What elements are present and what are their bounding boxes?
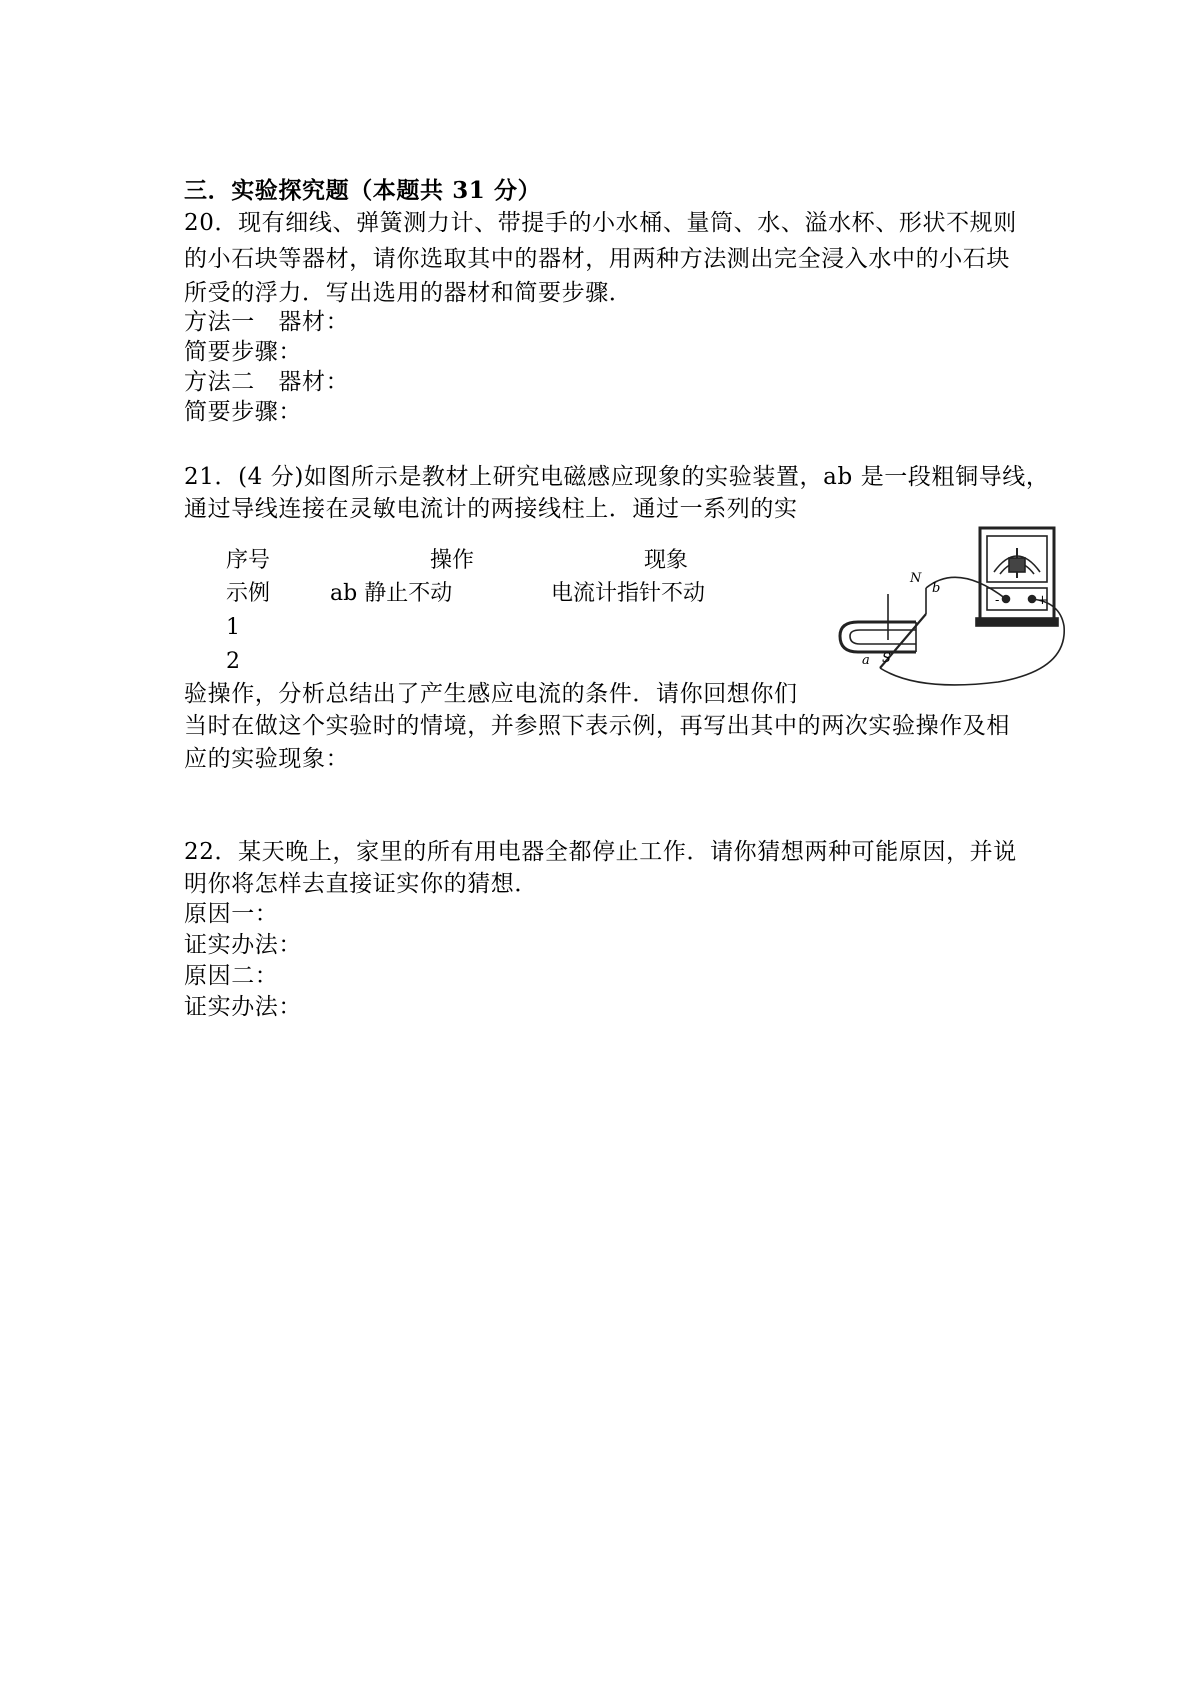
q20-method1-steps: 简要步骤： [184, 339, 302, 365]
q20-line-1: 20．现有细线、弹簧测力计、带提手的小水桶、量筒、水、溢水杯、形状不规则 [184, 210, 1017, 236]
q22-reason-1: 原因一： [184, 901, 279, 927]
figure-label-south: S [882, 651, 891, 666]
q20-method2-steps: 简要步骤： [184, 399, 302, 425]
q21-continuation-1: 验操作，分析总结出了产生感应电流的条件．请你回想你们 [184, 681, 798, 707]
q22-verify-1: 证实办法： [184, 932, 302, 958]
q20-line-2: 的小石块等器材，请你选取其中的器材，用两种方法测出完全浸入水中的小石块 [184, 246, 1010, 272]
q21-continuation-3: 应的实验现象： [184, 746, 350, 772]
table-row-example-operation: ab 静止不动 [330, 581, 453, 606]
section-heading: 三．实验探究题（本题共 31 分） [184, 177, 542, 204]
q21-line-2: 通过导线连接在灵敏电流计的两接线柱上．通过一系列的实 [184, 496, 798, 522]
figure-label-plus: + [1037, 593, 1048, 608]
table-header-operation: 操作 [430, 548, 475, 573]
q22-verify-2: 证实办法： [184, 994, 302, 1020]
q22-line-2: 明你将怎样去直接证实你的猜想． [184, 871, 538, 897]
table-row-example-index: 示例 [226, 581, 271, 606]
figure-label-b: b [932, 581, 941, 596]
table-row-1-index: 1 [226, 615, 240, 640]
table-header-index: 序号 [226, 548, 271, 573]
q20-line-3: 所受的浮力．写出选用的器材和简要步骤． [184, 280, 633, 306]
figure-label-minus: - [995, 593, 1000, 608]
table-row-2-index: 2 [226, 649, 240, 674]
figure-label-north: N [910, 571, 922, 586]
electromagnetic-induction-figure [828, 522, 1068, 692]
q20-method1-equipment: 方法一 器材： [184, 309, 350, 335]
q20-method2-equipment: 方法二 器材： [184, 369, 350, 395]
q22-line-1: 22．某天晚上，家里的所有用电器全都停止工作．请你猜想两种可能原因，并说 [184, 839, 1017, 865]
table-header-phenomenon: 现象 [644, 548, 689, 573]
figure-label-a: a [862, 653, 870, 668]
q22-reason-2: 原因二： [184, 963, 279, 989]
q21-line-1: 21．(4 分)如图所示是教材上研究电磁感应现象的实验装置，ab 是一段粗铜导线， [184, 464, 1050, 490]
q21-continuation-2: 当时在做这个实验时的情境，并参照下表示例，再写出其中的两次实验操作及相 [184, 713, 1010, 739]
table-row-example-phenomenon: 电流计指针不动 [551, 581, 706, 606]
